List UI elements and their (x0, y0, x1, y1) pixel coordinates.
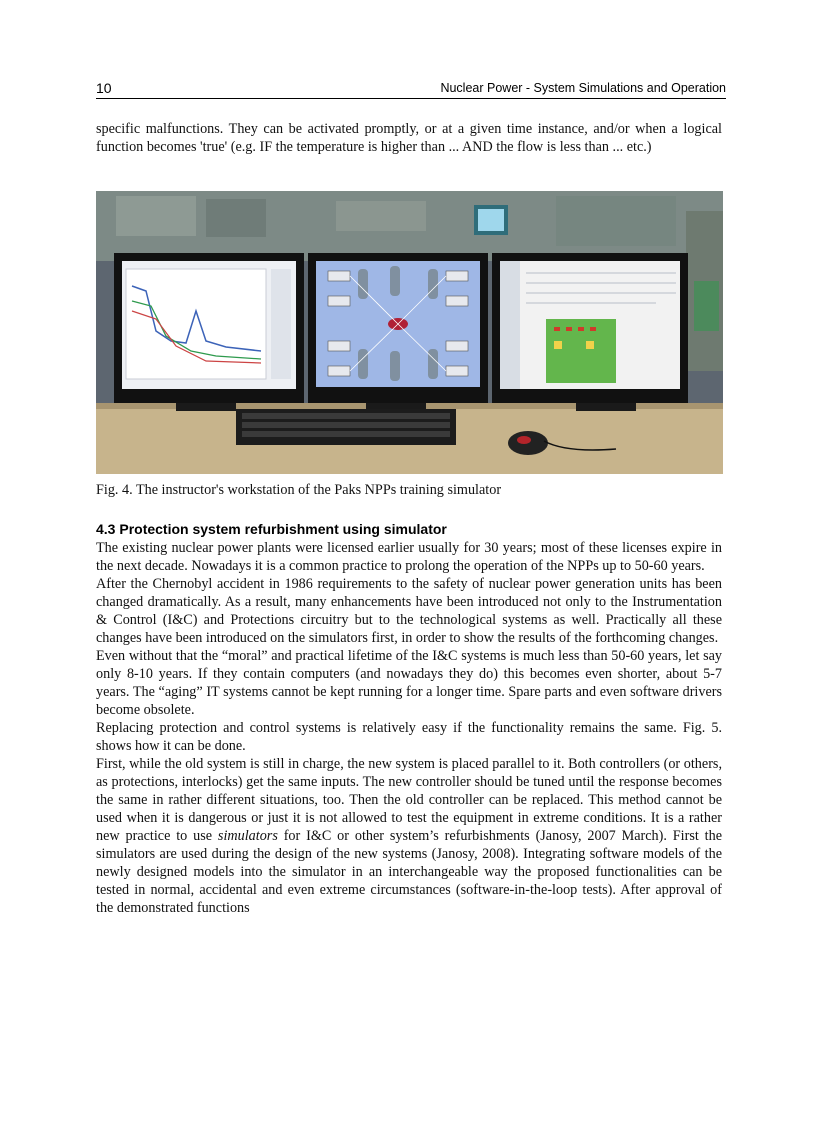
page-number: 10 (96, 80, 112, 96)
figure-caption: Fig. 4. The instructor's workstation of the Paks NPPs training simulator (96, 482, 502, 498)
section-heading: 4.3 Protection system refurbishment using simulator (96, 521, 447, 537)
body-paragraph-last (96, 755, 722, 917)
intro-paragraph: specific malfunctions. They can be activated promptly, or at a given time instance, and/or when a logical function becomes 'true' (e.g. IF the temperature is higher than ... AND the flow is less than ... etc.) (96, 121, 722, 155)
body-paragraph: The existing nuclear power plants were licensed earlier usually for 30 years; most of these licenses expire in the next decade. Nowadays it is a common practice to prolong the operation of the NPPs up to 50-60 years. (96, 540, 722, 574)
text-segment: for I&C or other system’s refurbishments (Janosy, 2007 March). First the simulators are used during the design of the new systems (Janosy, 2008). Integrating software models of the newly designed models into the simulator in an interchangeable way the proposed functionalities can be tested in normal, accidental and even extreme circumstances (software-in-the-loop tests). After approval of the demonstrated functions (96, 828, 722, 916)
figure-photo (96, 191, 723, 474)
emphasis-text: simulators (217, 828, 278, 844)
text-segment: First, while the old system is still in charge, the new system is placed parallel to it. Both controllers (or others, as protections, interlocks) get the same inputs. The new controller should be tuned until the response becomes the same in rather different situations, too. Then the old controller can be replaced. This method cannot be used when it is dangerous or just it is not allowed to test the equipment in extreme conditions. It is a rather new practice to use (96, 756, 722, 844)
body-paragraph: Even without that the “moral” and practical lifetime of the I&C systems is much less than 50-60 years, let say only 8-10 years. If they contain computers (and nowadays they do) this becomes even shorter, about 5-7 years. The “aging” IT systems cannot be kept running for a longer time. Spare parts and even software drivers become obsolete. (96, 648, 722, 718)
page-header (96, 80, 726, 99)
body-paragraph: Replacing protection and control systems is relatively easy if the functionality remains the same. Fig. 5. shows how it can be done. (96, 720, 722, 754)
workstation-photo-icon (96, 191, 723, 474)
body-paragraph: After the Chernobyl accident in 1986 requirements to the safety of nuclear power generation units has been changed dramatically. As a result, many enhancements have been introduced not only to the Instrumentation & Control (I&C) and Protections circuitry but to the technological systems as well. Practically all these changes have been introduced on the simulators first, in order to show the results of the forthcoming changes. (96, 576, 722, 646)
running-title: Nuclear Power - System Simulations and Operation (440, 81, 726, 95)
section-body (96, 539, 722, 917)
